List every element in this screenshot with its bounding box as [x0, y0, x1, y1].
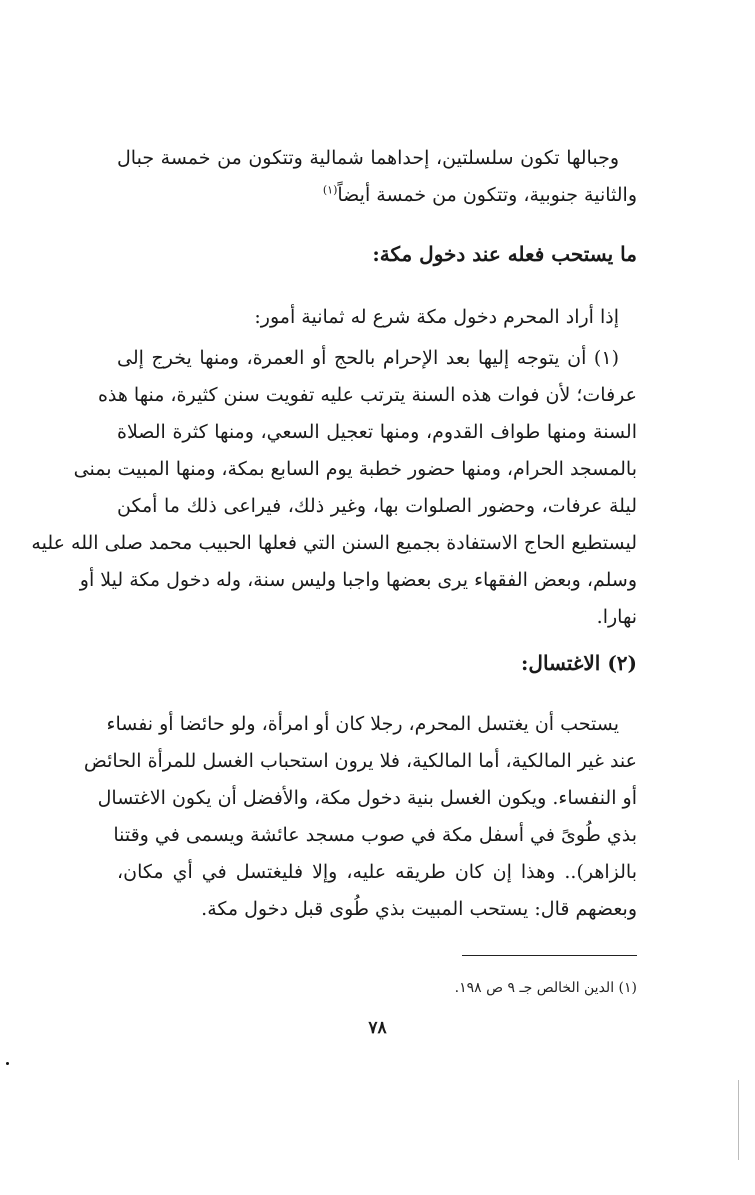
footnote-divider [462, 955, 637, 956]
text-line: بذي طُوىً في أسفل مكة في صوب مسجد عائشة ويسمى في وقتنا [113, 824, 637, 846]
footnote-reference: (١) [322, 183, 338, 197]
text-line: إذا أراد المحرم دخول مكة شرع له ثمانية أمور: [254, 306, 619, 328]
first-matter-paragraph [31, 340, 637, 636]
text-line: السنة ومنها طواف القدوم، ومنها تعجيل السعي، ومنها كثرة الصلاة [117, 421, 637, 443]
intro-paragraph [117, 140, 637, 214]
scan-edge-mark [738, 1080, 739, 1160]
section-heading-entering-mecca: ما يستحب فعله عند دخول مكة: [372, 242, 637, 266]
text-line: نهارا. [596, 606, 637, 628]
eight-matters-paragraph [117, 299, 637, 336]
text-line: (١) أن يتوجه إليها بعد الإحرام بالحج أو العمرة، ومنها يخرج إلى [117, 347, 619, 369]
text-line: والثانية جنوبية، وتتكون من خمسة أيضاً [337, 184, 637, 206]
text-line: ليلة عرفات، وحضور الصلوات بها، وغير ذلك، فيراعى ذلك ما أمكن [117, 495, 637, 517]
text-line: أو النفساء. ويكون الغسل بنية دخول مكة، والأفضل أن يكون الاغتسال [97, 787, 637, 809]
text-line: يستحب أن يغتسل المحرم، رجلا كان أو امرأة، ولو حائضا أو نفساء [106, 713, 619, 735]
text-line: ليستطيع الحاج الاستفادة بجميع السنن التي فعلها الحبيب محمد صلى الله عليه [31, 532, 637, 554]
page-number: ٧٨ [368, 1018, 387, 1038]
bathing-paragraph [83, 706, 637, 928]
scan-speck [6, 1062, 9, 1065]
text-line: بالمسجد الحرام، ومنها حضور خطبة يوم السابع بمكة، ومنها المبيت بمنى [73, 458, 637, 480]
section-heading-bathing: (٢) الاغتسال: [521, 651, 637, 675]
text-line: عرفات؛ لأن فوات هذه السنة يترتب عليه تفويت سنن كثيرة، منها هذه [97, 384, 637, 406]
footnote: (١) الدين الخالص جـ ٩ ص ١٩٨. [454, 980, 637, 996]
text-line: وسلم، وبعض الفقهاء يرى بعضها واجبا وليس سنة، وله دخول مكة ليلا أو [79, 569, 637, 591]
text-line: بالزاهر).. وهذا إن كان طريقه عليه، وإلا فليغتسل في أي مكان، [117, 861, 637, 883]
text-line: وبعضهم قال: يستحب المبيت بذي طُوى قبل دخول مكة. [201, 898, 637, 920]
text-line: وجبالها تكون سلسلتين، إحداهما شمالية وتتكون من خمسة جبال [117, 147, 619, 169]
text-line-with-footnote [117, 177, 637, 214]
text-line: عند غير المالكية، أما المالكية، فلا يرون استحباب الغسل للمرأة الحائض [83, 750, 637, 772]
